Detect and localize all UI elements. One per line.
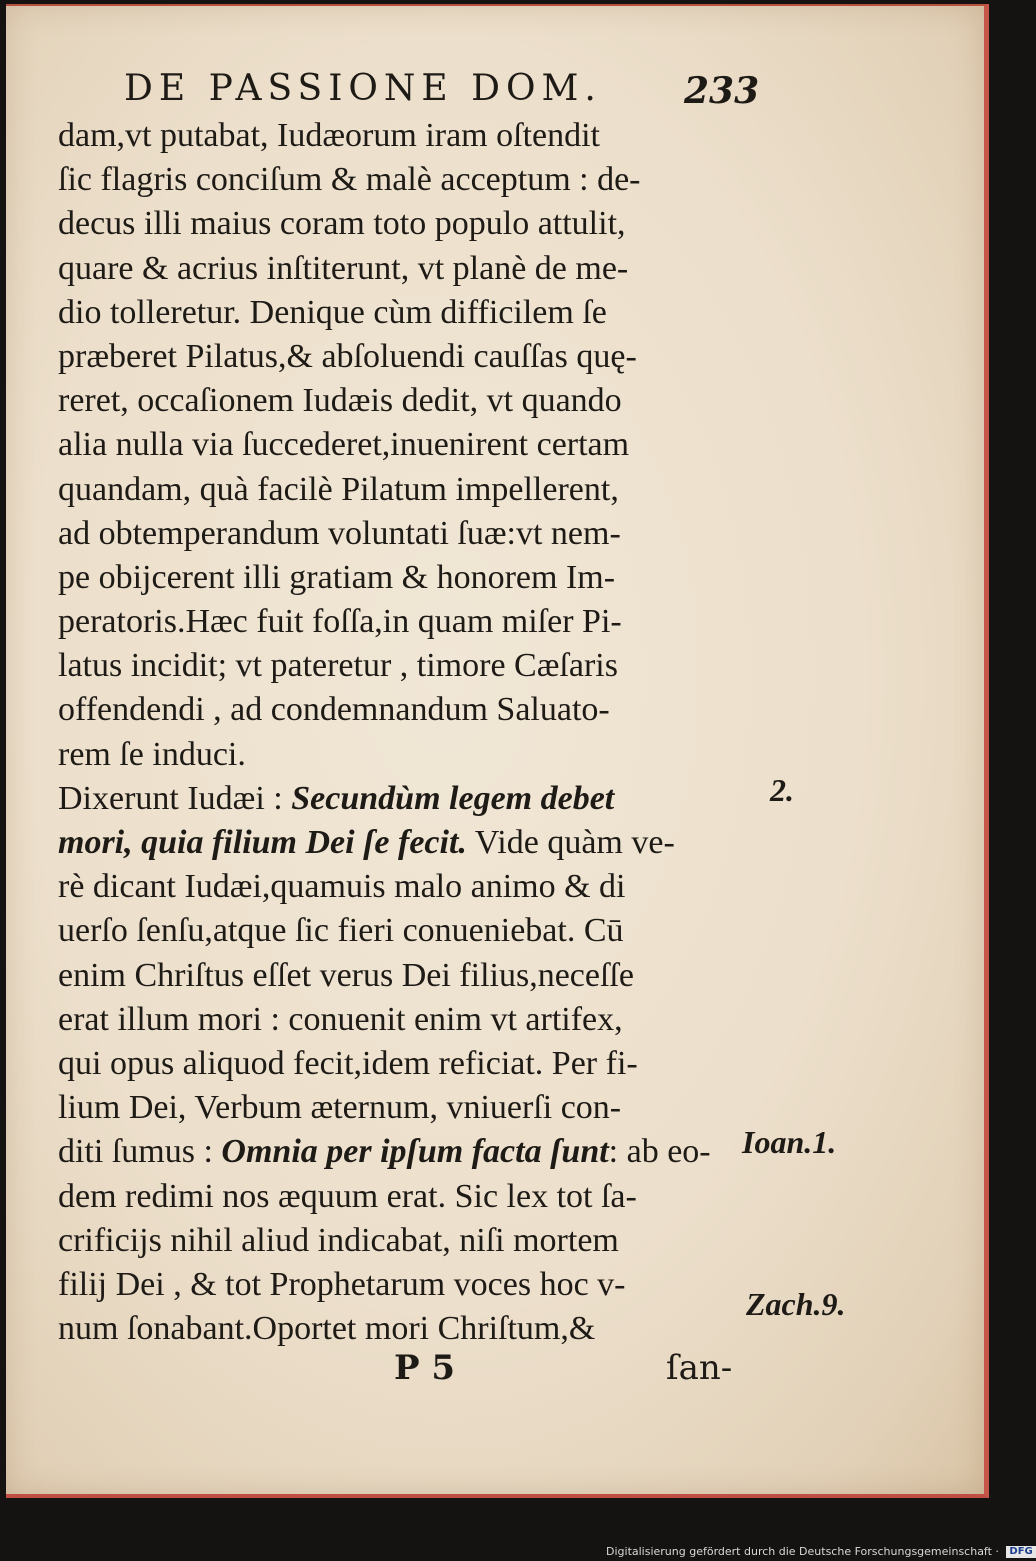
- body-text: [58, 114, 738, 1351]
- line-text: crificijs nihil aliud indicabat, niſi mortem: [58, 1221, 619, 1259]
- text-line: [58, 291, 738, 335]
- line-text: dem redimi nos æquum erat. Sic lex tot ſa-: [58, 1177, 637, 1215]
- line-text: rè dicant Iudæi,quamuis malo animo & di: [58, 868, 626, 906]
- line-text: diti ſumus :: [58, 1133, 222, 1171]
- text-line: [58, 733, 738, 777]
- margin-note-2: 2.: [770, 772, 794, 808]
- text-line: [58, 512, 738, 556]
- line-text: dam,vt putabat, Iudæorum iram oſtendit: [58, 117, 601, 154]
- line-text: : ab eo-: [608, 1133, 711, 1171]
- text-line: [58, 644, 738, 688]
- margin-note-ioan: Ioan.1.: [742, 1124, 837, 1160]
- line-text: Vide quàm ve-: [466, 824, 675, 861]
- text-line: [58, 335, 738, 379]
- catchword: ſan-: [666, 1348, 733, 1388]
- text-line: [58, 954, 738, 998]
- line-text: quare & acrius inſtiterunt, vt planè de me-: [58, 249, 629, 287]
- text-line: [58, 600, 738, 644]
- text-line: [58, 1219, 738, 1263]
- line-text: præberet Pilatus,& abſoluendi cauſſas quę-: [58, 337, 637, 375]
- line-text: latus incidit; vt pateretur , timore Cæſaris: [58, 647, 618, 685]
- text-line: [58, 1307, 738, 1351]
- line-text: pe obijcerent illi gratiam & honorem Im-: [58, 558, 616, 596]
- text-line: [58, 998, 738, 1042]
- line-text: enim Chriſtus eſſet verus Dei filius,neceſſe: [58, 956, 634, 994]
- line-text: quandam, quà facilè Pilatum impellerent,: [58, 470, 619, 508]
- text-line: [58, 777, 738, 821]
- book-page: [6, 4, 989, 1498]
- line-text: erat illum mori : conuenit enim vt artifex,: [58, 1000, 623, 1038]
- italic-quotation: Secundùm legem debet: [291, 779, 615, 817]
- text-line: [58, 1086, 738, 1130]
- line-text: reret, occaſionem Iudæis dedit, vt quando: [58, 382, 622, 420]
- italic-quotation: Omnia per ipſum facta ſunt: [221, 1133, 609, 1171]
- signature-mark: P 5: [394, 1348, 456, 1388]
- text-line: [58, 821, 738, 865]
- text-line: [58, 556, 738, 600]
- text-line: [58, 1130, 738, 1174]
- text-line: [58, 865, 738, 909]
- text-line: [58, 202, 738, 246]
- line-text: lium Dei, Verbum æternum, vniuerſi con-: [58, 1089, 622, 1127]
- running-head-title: DE PASSIONE DOM.: [124, 68, 602, 109]
- text-line: [58, 379, 738, 423]
- line-text: dio tolleretur. Denique cùm difficilem ſe: [58, 293, 607, 331]
- line-text: alia nulla via ſuccederet,inuenirent certam: [58, 426, 630, 464]
- text-line: [58, 1263, 738, 1307]
- line-text: num ſonabant.Oportet mori Chriſtum,&: [58, 1310, 596, 1348]
- text-line: [58, 158, 738, 202]
- line-text: uerſo ſenſu,atque ſic fieri conueniebat. Cū: [58, 912, 624, 950]
- dfg-credit-line: [606, 1545, 1036, 1558]
- text-line: [58, 688, 738, 732]
- line-text: ſic flagris conciſum & malè acceptum : de-: [58, 161, 641, 199]
- text-line: [58, 909, 738, 953]
- line-text: rem ſe induci.: [58, 735, 246, 773]
- dfg-credit-text: Digitalisierung gefördert durch die Deutsche Forschungsgemeinschaft ·: [606, 1545, 999, 1558]
- line-text: filij Dei , & tot Prophetarum voces hoc v-: [58, 1265, 626, 1303]
- text-line: [58, 1175, 738, 1219]
- line-text: qui opus aliquod fecit,idem reficiat. Per fi-: [58, 1044, 638, 1082]
- line-text: peratoris.Hæc fuit foſſa,in quam miſer Pi-: [58, 603, 622, 641]
- text-line: [58, 247, 738, 291]
- line-text: decus illi maius coram toto populo attulit,: [58, 205, 626, 243]
- dfg-logo-icon: DFG: [1006, 1546, 1035, 1558]
- page-number: 233: [684, 70, 760, 112]
- line-text: ad obtemperandum voluntati ſuæ:vt nem-: [58, 514, 621, 552]
- text-line: [58, 468, 738, 512]
- text-line: [58, 114, 738, 158]
- text-line: [58, 423, 738, 467]
- line-text: offendendi , ad condemnandum Saluato-: [58, 691, 610, 729]
- text-line: [58, 1042, 738, 1086]
- line-text: Dixerunt Iudæi :: [58, 779, 292, 817]
- italic-quotation: mori, quia filium Dei ſe fecit.: [58, 824, 467, 861]
- margin-note-zach: Zach.9.: [746, 1286, 846, 1322]
